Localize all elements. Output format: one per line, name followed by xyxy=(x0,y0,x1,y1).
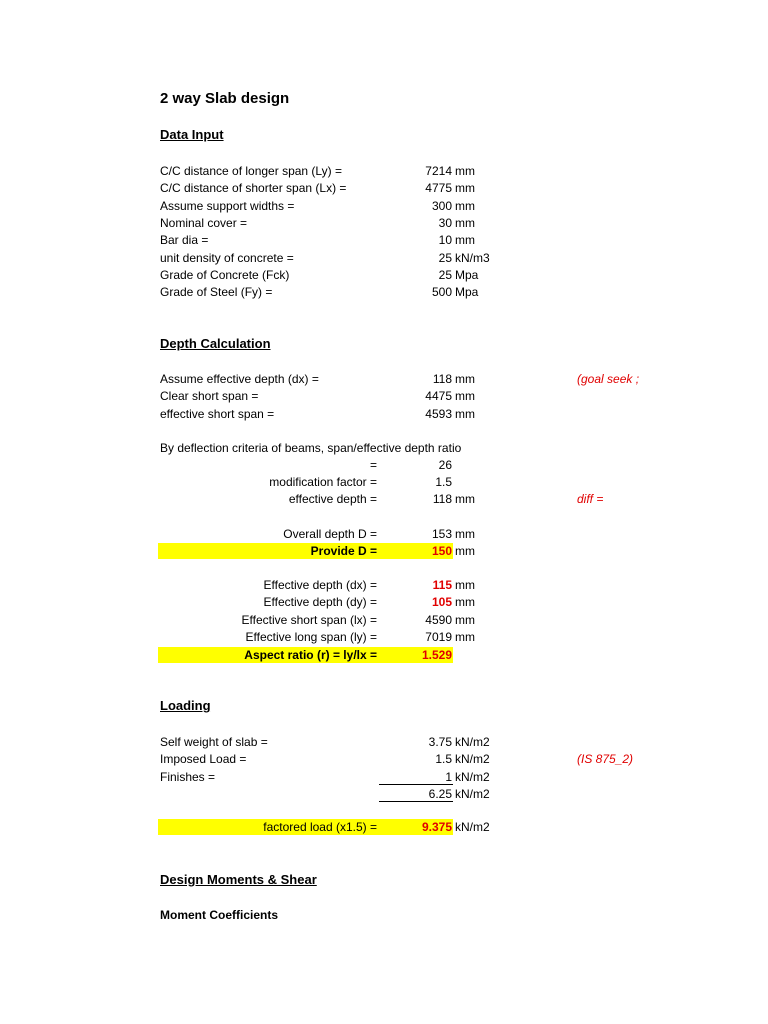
overall-depth-unit: mm xyxy=(455,527,475,541)
data-input-label: unit density of concrete = xyxy=(160,250,294,265)
effective-depth-value: 118 xyxy=(432,492,452,506)
effective-label: Effective long span (ly) = xyxy=(245,629,377,644)
aspect-ratio-label: Aspect ratio (r) = ly/lx = xyxy=(244,648,377,662)
loading-unit: kN/m2 xyxy=(455,735,490,749)
depth-value: 4593 xyxy=(425,406,452,421)
effective-label: Effective depth (dy) = xyxy=(263,595,377,610)
data-input-label: Grade of Steel (Fy) = xyxy=(160,285,273,300)
data-input-unit: mm xyxy=(455,198,475,213)
loading-unit: kN/m2 xyxy=(455,769,490,784)
provide-depth-label: Provide D = xyxy=(310,544,377,558)
data-input-label: Assume support widths = xyxy=(160,198,295,213)
data-input-label: C/C distance of longer span (Ly) = xyxy=(160,164,342,178)
effective-unit: mm xyxy=(455,629,475,644)
loading-value: 1.5 xyxy=(435,752,452,767)
effective-value: 7019 xyxy=(425,629,452,644)
data-input-unit: Mpa xyxy=(455,285,479,300)
loading-label: Finishes = xyxy=(160,769,216,784)
page-title: 2 way Slab design xyxy=(160,90,290,107)
loading-unit: kN/m2 xyxy=(455,752,490,767)
loading-value: 1 xyxy=(445,769,452,784)
span-depth-ratio-value: 26 xyxy=(438,458,452,472)
sum-line-top xyxy=(379,784,453,785)
modification-factor-value: 1.5 xyxy=(435,475,452,489)
is-code-note: (IS 875_2) xyxy=(577,752,634,767)
section-data-input: Data Input xyxy=(160,127,224,142)
depth-unit: mm xyxy=(455,372,475,386)
data-input-value: 4775 xyxy=(425,181,452,196)
data-input-unit: Mpa xyxy=(455,267,479,282)
overall-depth-value: 153 xyxy=(431,527,452,541)
aspect-ratio-value: 1.529 xyxy=(421,648,452,662)
provide-depth-unit: mm xyxy=(455,544,475,558)
loading-label: Imposed Load = xyxy=(160,752,247,767)
effective-value: 115 xyxy=(432,578,452,592)
section-design-moments: Design Moments & Shear xyxy=(160,872,317,887)
data-input-value: 10 xyxy=(438,233,452,248)
data-input-unit: mm xyxy=(455,215,475,230)
deflection-equals: = xyxy=(369,458,377,472)
moment-coefficients-label: Moment Coefficients xyxy=(160,908,279,922)
loading-label: Self weight of slab = xyxy=(160,735,268,749)
depth-unit: mm xyxy=(455,406,475,421)
data-input-value: 30 xyxy=(438,215,452,230)
section-depth-calculation: Depth Calculation xyxy=(160,336,271,351)
data-input-unit: kN/m3 xyxy=(455,250,490,265)
data-input-value: 25 xyxy=(438,250,452,265)
data-input-label: Grade of Concrete (Fck) xyxy=(160,267,290,282)
data-input-unit: mm xyxy=(455,233,475,248)
factored-load-unit: kN/m2 xyxy=(455,820,490,834)
data-input-unit: mm xyxy=(455,164,475,178)
data-input-value: 7214 xyxy=(425,164,452,178)
factored-load-label: factored load (x1.5) = xyxy=(263,820,377,834)
effective-depth-unit: mm xyxy=(455,492,475,506)
data-input-value: 300 xyxy=(431,198,452,213)
effective-unit: mm xyxy=(455,578,475,592)
goal-seek-note: (goal seek ; xyxy=(577,372,640,386)
deflection-criteria-text: By deflection criteria of beams, span/effective depth ratio xyxy=(160,441,462,455)
total-load-unit: kN/m2 xyxy=(455,787,490,801)
sum-line-bottom xyxy=(379,801,453,802)
depth-value: 118 xyxy=(432,372,452,386)
data-input-label: C/C distance of shorter span (Lx) = xyxy=(160,181,347,196)
section-loading: Loading xyxy=(160,698,211,713)
depth-value: 4475 xyxy=(425,389,452,404)
provide-depth-value: 150 xyxy=(431,544,452,558)
overall-depth-label: Overall depth D = xyxy=(283,527,377,541)
depth-unit: mm xyxy=(455,389,475,404)
data-input-value: 500 xyxy=(431,285,452,300)
effective-label: Effective short span (lx) = xyxy=(241,612,377,627)
effective-value: 4590 xyxy=(425,612,452,627)
diff-note: diff = xyxy=(577,492,604,506)
data-input-value: 25 xyxy=(438,267,452,282)
effective-unit: mm xyxy=(455,595,475,610)
effective-value: 105 xyxy=(431,595,452,610)
loading-value: 3.75 xyxy=(428,735,452,749)
factored-load-value: 9.375 xyxy=(421,820,452,834)
provide-depth-highlight xyxy=(158,543,453,559)
depth-label: effective short span = xyxy=(160,406,275,421)
depth-label: Clear short span = xyxy=(160,389,259,404)
effective-label: Effective depth (dx) = xyxy=(263,578,377,592)
data-input-label: Nominal cover = xyxy=(160,215,248,230)
effective-unit: mm xyxy=(455,612,475,627)
data-input-label: Bar dia = xyxy=(160,233,209,248)
effective-depth-label: effective depth = xyxy=(288,492,377,506)
modification-factor-label: modification factor = xyxy=(269,475,377,489)
total-load-value: 6.25 xyxy=(428,787,452,801)
data-input-unit: mm xyxy=(455,181,475,196)
depth-label: Assume effective depth (dx) = xyxy=(160,372,319,386)
